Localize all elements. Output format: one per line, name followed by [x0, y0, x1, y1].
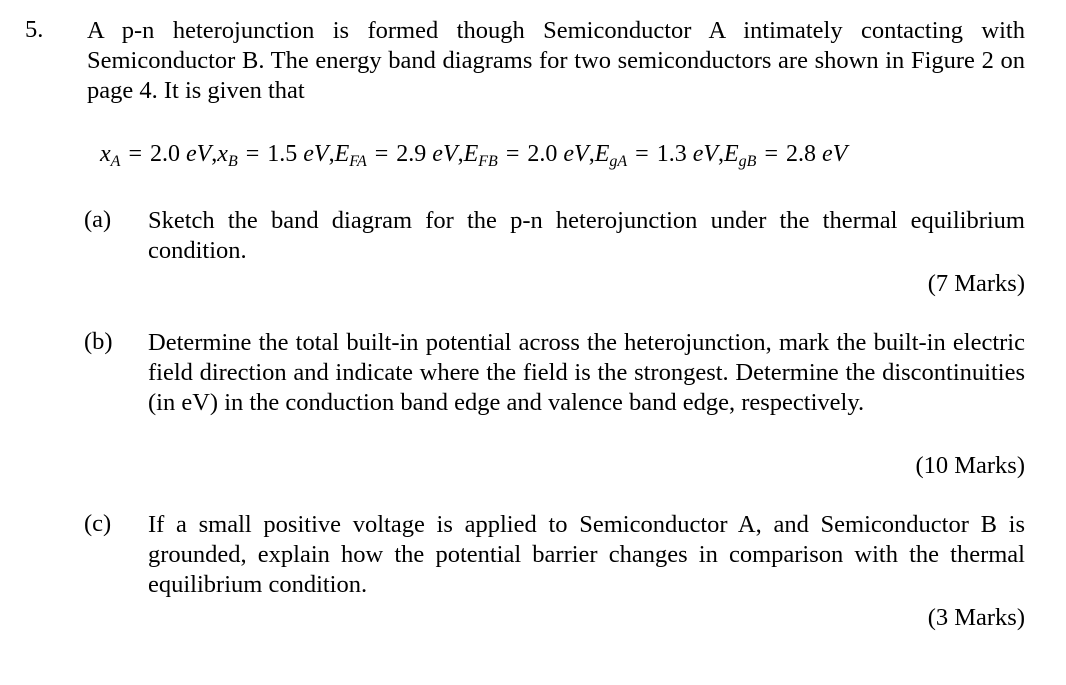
part-c-text: If a small positive voltage is applied to Semiconductor A, and Semiconductor B is grounded, explain how the potential barrier changes in comparison with the thermal equilibrium condition.: [148, 511, 1025, 598]
question-intro: A p-n heterojunction is formed though Semiconductor A intimately contacting with Semiconductor B. The energy band diagrams for two semiconductors are shown in Figure 2 on page 4. It is given that: [87, 17, 1025, 104]
given-x-b: $x_B = 1.5$ eV,: [217, 141, 335, 170]
given-e-fa: $E_{FA} = 2.9$ eV,: [334, 141, 464, 170]
given-e-ga: $E_{gA} = 1.3$ eV,: [594, 141, 724, 170]
part-a-label: (a): [84, 206, 112, 233]
given-e-gb: $E_{gB} = 2.8$ eV: [724, 141, 848, 170]
given-x-a: $x_A = 2.0$ eV,: [100, 141, 218, 170]
question-number: 5.: [25, 16, 44, 43]
part-a-text: Sketch the band diagram for the p-n heterojunction under the thermal equilibrium condition.: [148, 207, 1025, 264]
part-a-marks: (7 Marks): [927, 270, 1025, 297]
part-c-marks: (3 Marks): [927, 604, 1025, 631]
part-b-text: Determine the total built-in potential across the heterojunction, mark the built-in electric field direction and indicate where the field is the strongest. Determine the discontinuities (in eV) in the conduction band edge and valence band edge, respectively.: [148, 329, 1025, 416]
part-b-label: (b): [84, 328, 113, 355]
given-e-fb: $E_{FB} = 2.0$ eV,: [463, 141, 595, 170]
part-c-label: (c): [84, 510, 112, 537]
part-b-marks: (10 Marks): [915, 452, 1025, 479]
given-values-equation: [100, 141, 1020, 171]
